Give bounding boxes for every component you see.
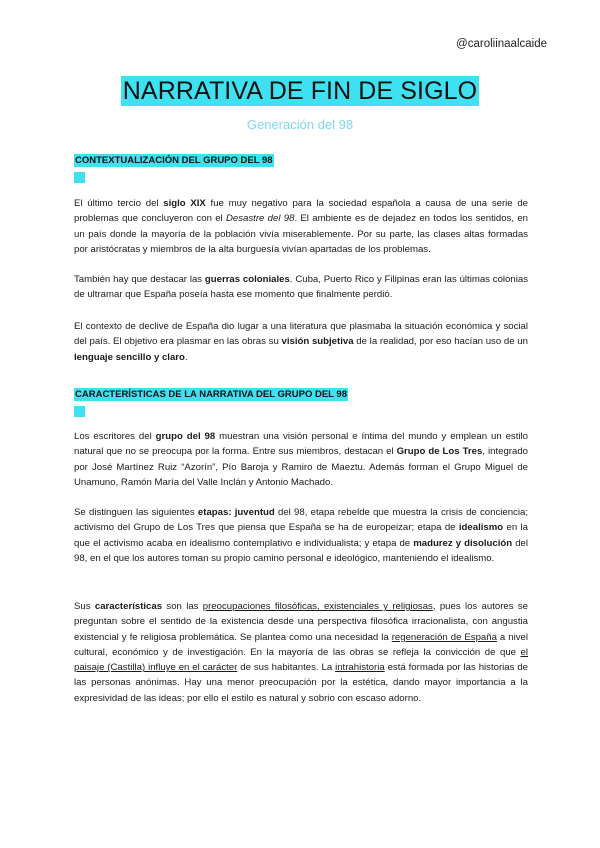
text-run: son las — [162, 601, 203, 612]
emphasized-text: etapas: juventud — [197, 507, 275, 518]
paragraph — [74, 505, 528, 566]
section-contextualizacion — [74, 150, 528, 183]
text-run: . El ambiente es de dejadez en todos los sentidos, en un país donde la mayoría de la población vivía miserablemente. Por su parte, las clases altas formadas por aristócratas y miembros de la alta burguesía vivían apartadas de los problemas. — [74, 213, 528, 255]
emphasized-text: madurez y disolución — [413, 537, 513, 549]
text-run: También hay que destacar las — [74, 274, 205, 285]
emphasized-text: visión subjetiva — [281, 336, 354, 348]
section1-body — [74, 196, 528, 257]
paragraph — [74, 196, 528, 257]
highlight-square-marker — [74, 172, 85, 183]
text-run: . — [184, 351, 188, 363]
emphasized-text: lenguaje sencillo y claro — [74, 351, 185, 363]
section2-body-3 — [74, 599, 528, 706]
emphasized-text: regeneración de España — [391, 631, 497, 643]
section-heading: CONTEXTUALIZACIÓN DEL GRUPO DEL 98 — [75, 155, 273, 166]
emphasized-text: Desastre del 98 — [225, 213, 295, 225]
emphasized-text: intrahistoria — [335, 662, 385, 674]
emphasized-text: preocupaciones filosóficas, existenciales y religiosas — [202, 601, 433, 612]
page-title: NARRATIVA DE FIN DE SIGLO — [122, 77, 478, 105]
section2-body-2 — [74, 505, 528, 566]
emphasized-text: Grupo de Los Tres — [396, 446, 483, 458]
text-run: de la realidad, por eso hacían uso de un — [353, 336, 528, 348]
paragraph — [74, 319, 528, 365]
section2-body — [74, 429, 528, 490]
text-run: en la que el activismo acaba en idealismo contemplativo e individualista; y etapa de — [74, 522, 528, 549]
page-subtitle: Generación del 98 — [246, 117, 354, 132]
paragraph — [74, 272, 528, 303]
text-run: del 98, en el que los autores toman su propio camino personal e ideológico, manteniendo el idealismo. — [74, 537, 528, 564]
text-run: , integrado por José Martínez Ruiz “Azorín”, Pío Baroja y Ramiro de Maeztu. Además forman el Grupo Miguel de Unamuno, Ramón María del Valle Inclán y Antonio Machado. — [74, 446, 528, 488]
emphasized-text: características — [94, 601, 163, 612]
text-run: muestran una visión personal e íntima del mundo y emplean un estilo natural que no se preocupa por la forma. Entre sus miembros, destacan el — [74, 431, 528, 458]
section-caracteristicas — [74, 384, 528, 417]
text-run: del 98, etapa rebelde que muestra la crisis de conciencia; activismo del Grupo de Los Tres que piensa que España se ha de europeizar; etapa de — [74, 507, 528, 534]
text-run: . Cuba, Puerto Rico y Filipinas eran las últimas colonias de ultramar que España poseía hasta ese momento que finalmente perdió. — [74, 274, 528, 301]
text-run: El último tercio del — [74, 198, 164, 209]
paragraph — [74, 429, 528, 490]
text-run: fue muy negativo para la sociedad española a causa de una serie de problemas que concluyeron con el — [74, 198, 528, 225]
author-handle: @caroliinaalcaide — [456, 38, 547, 50]
emphasized-text: grupo del 98 — [155, 431, 216, 442]
text-run: , pues los autores se preguntan sobre el sentido de la existencia desde una perspectiva filosófica irracionalista, con angustia existencial y fe religiosa problemática. Se plantea como una necesidad la — [74, 601, 528, 643]
section1-body-3 — [74, 319, 528, 365]
text-run: Los escritores del — [74, 431, 156, 442]
text-run: de sus habitantes. La — [237, 662, 336, 674]
emphasized-text: siglo XIX — [163, 198, 206, 209]
section-heading: CARACTERÍSTICAS DE LA NARRATIVA DEL GRUPO DEL 98 — [75, 389, 348, 400]
emphasized-text: idealismo — [458, 522, 504, 534]
paragraph — [74, 599, 528, 706]
highlight-square-marker — [74, 406, 85, 417]
emphasized-text: guerras coloniales — [204, 274, 290, 285]
text-run: a nivel cultural, económico y de investigación. En la mayoría de las obras se refleja la convicción de que — [74, 631, 528, 658]
text-run: Se distinguen las siguientes — [74, 507, 198, 518]
text-run: El contexto de declive de España dio lugar a una literatura que plasmaba la situación económica y social del país. El objetivo era plasmar en las obras su — [74, 321, 528, 348]
emphasized-text: el paisaje (Castilla) influye en el carácter — [74, 646, 528, 674]
text-run: Sus — [74, 601, 95, 612]
section1-body-2 — [74, 272, 528, 303]
text-run: está formada por las historias de las personas anónimas. Hay una menor preocupación por la estética, dando mayor importancia a la expresividad de las ideas; por ello el estilo es natural y sobrio con escaso adorno. — [74, 662, 528, 704]
